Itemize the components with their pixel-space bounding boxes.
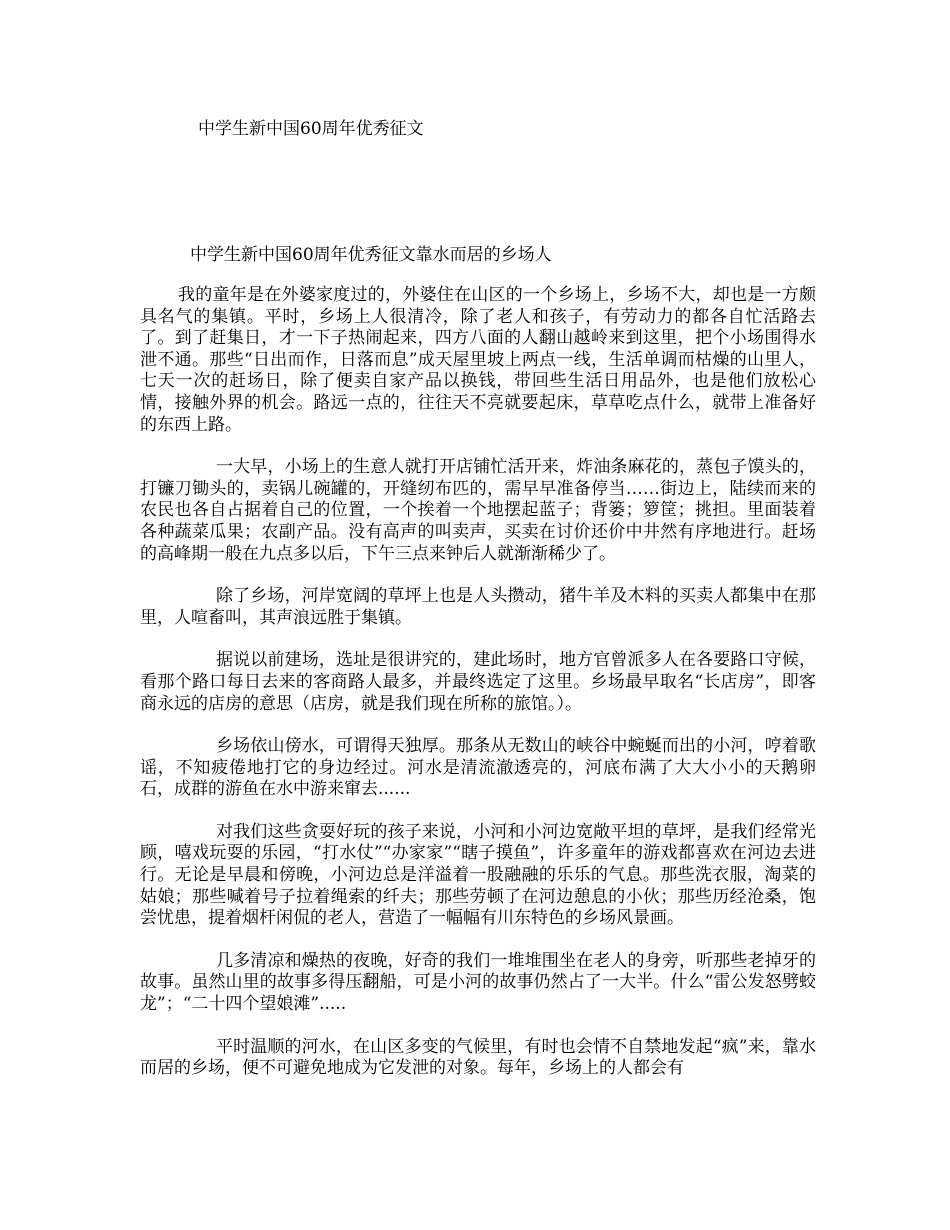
paragraph: 几多清凉和燥热的夜晚，好奇的我们一堆堆围坐在老人的身旁，听那些老掉牙的故事。虽然山里的故事多得压翻船，可是小河的故事仍然占了一大半。什么“雷公发怒劈蛟龙”；“二十四个望娘滩”..... — [140, 950, 816, 1015]
article-title: 中学生新中国60周年优秀征文靠水而居的乡场人 — [190, 245, 552, 265]
paragraph: 据说以前建场，选址是很讲究的，建此场时，地方官曾派多人在各要路口守候，看那个路口每日去来的客商路人最多，并最终选定了这里。乡场最早取名“长店房”，即客商永远的店房的意思（店房，就是我们现在所称的旅馆。）。 — [140, 650, 816, 714]
article-body — [140, 285, 816, 1101]
paragraph: 对我们这些贪耍好玩的孩子来说，小河和小河边宽敞平坦的草坪，是我们经常光顾，嘻戏玩耍的乐园，“打水仗”“办家家”“瞎子摸鱼”，许多童年的游戏都喜欢在河边去进行。无论是早晨和傍晚，小河边总是洋溢着一股融融的乐乐的气息。那些洗衣服，淘菜的姑娘；那些喊着号子拉着绳索的纤夫；那些劳顿了在河边憩息的小伙；那些历经沧桑，饱尝忧患，提着烟杆闲侃的老人，营造了一幅幅有川东特色的乡场风景画。 — [140, 821, 816, 929]
paragraph: 除了乡场，河岸宽阔的草坪上也是人头攒动，猪牛羊及木料的买卖人都集中在那里，人喧畜叫，其声浪远胜于集镇。 — [140, 586, 816, 628]
paragraph: 一大早，小场上的生意人就打开店铺忙活开来，炸油条麻花的，蒸包子馍头的，打镰刀锄头的，卖锅儿碗罐的，开缝纫布匹的，需早早准备停当……街边上，陆续而来的农民也各自占据着自己的位置，一个挨着一个地摆起蓝子；背篓；箩筐；挑担。里面装着各种蔬菜瓜果；农副产品。没有高声的叫卖声，买卖在讨价还价中井然有序地进行。赶场的高峰期一般在九点多以后，下午三点来钟后人就渐渐稀少了。 — [140, 457, 816, 564]
paragraph: 我的童年是在外婆家度过的，外婆住在山区的一个乡场上，乡场不大，却也是一方颇具名气的集镇。平时，乡场上人很清冷，除了老人和孩子，有劳动力的都各自忙活路去了。到了赶集日，才一下子热闹起来，四方八面的人翻山越岭来到这里，把个小场围得水泄不通。那些“日出而作，日落而息”成天屋里坡上两点一线，生活单调而枯燥的山里人，七天一次的赶场日，除了便卖自家产品以换钱，带回些生活日用品外，也是他们放松心情，接触外界的机会。路远一点的，往往天不亮就要起床，草草吃点什么，就带上准备好的东西上路。 — [140, 285, 816, 435]
paragraph: 乡场依山傍水，可谓得天独厚。那条从无数山的峡谷中蜿蜒而出的小河，哼着歌谣，不知疲倦地打它的身边经过。河水是清流澈透亮的，河底布满了大大小小的天鹅卵石，成群的游鱼在水中游来窜去...... — [140, 736, 816, 800]
document-header-title: 中学生新中国60周年优秀征文 — [198, 119, 424, 139]
paragraph: 平时温顺的河水，在山区多变的气候里，有时也会情不自禁地发起“疯”来，靠水而居的乡场，便不可避免地成为它发泄的对象。每年，乡场上的人都会有 — [140, 1036, 816, 1079]
